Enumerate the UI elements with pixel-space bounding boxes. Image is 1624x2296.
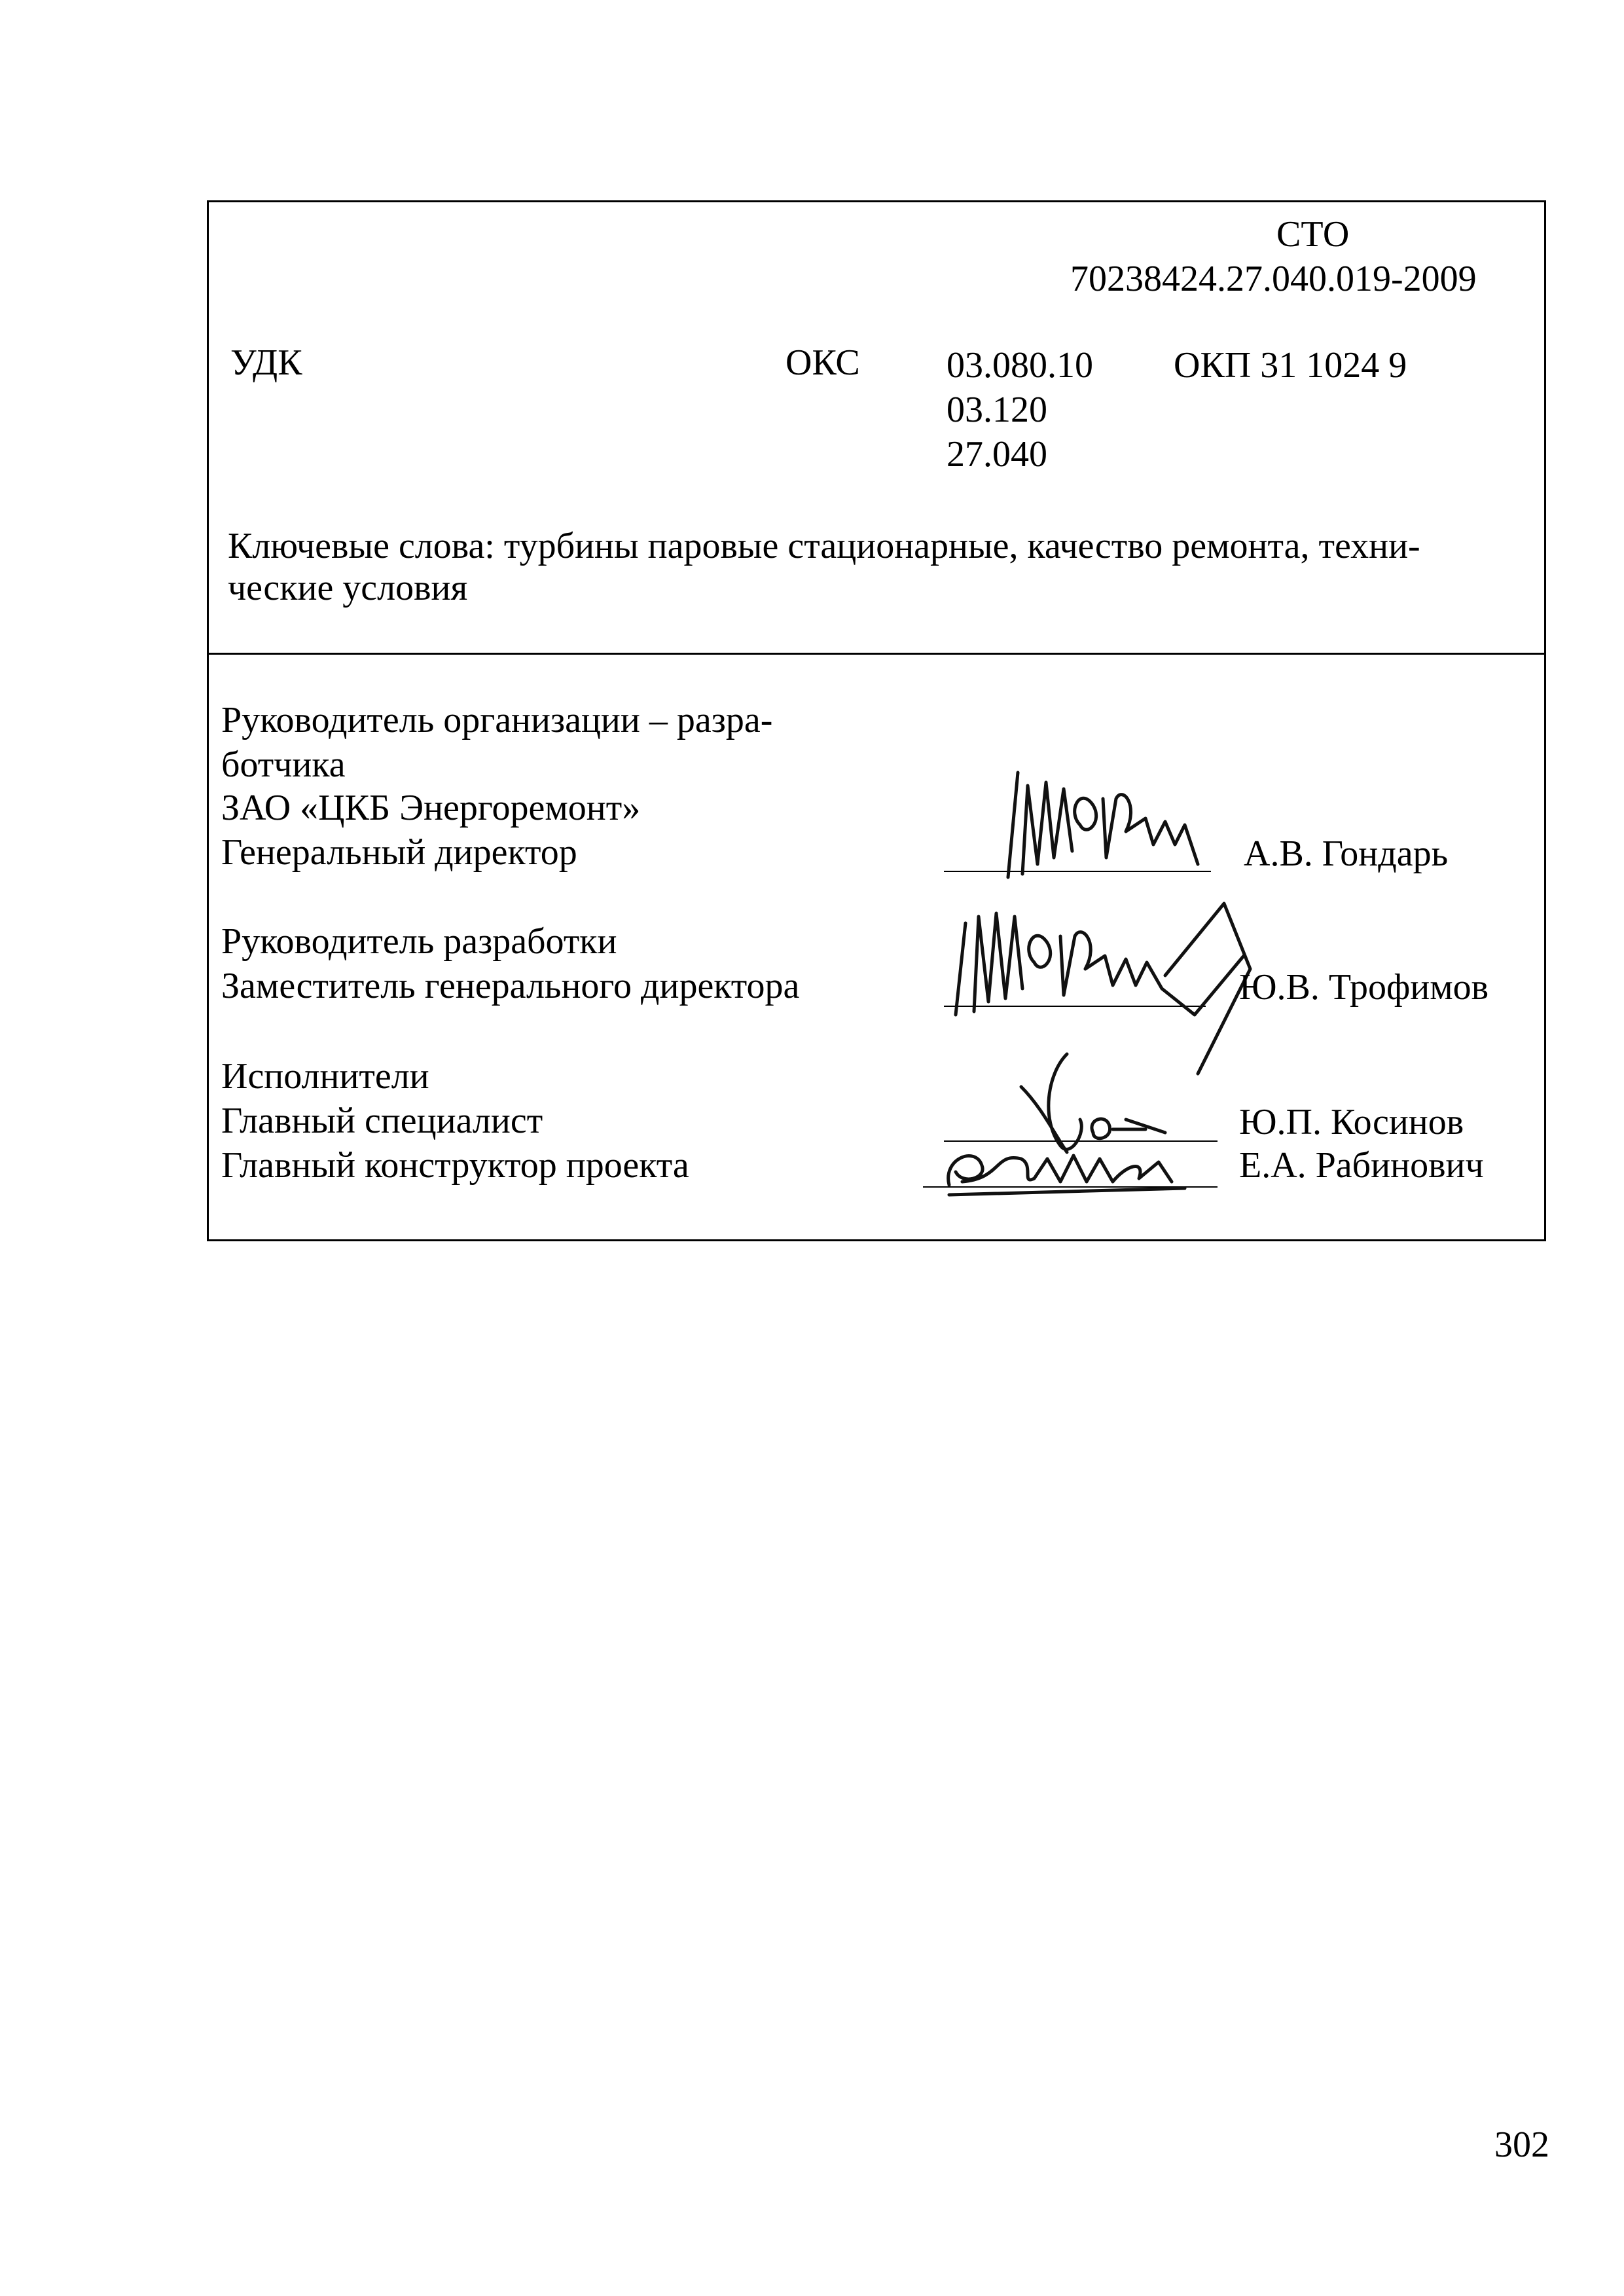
org-head-name: А.В. Гондарь: [1244, 833, 1449, 874]
dev-head-title: Руководитель разработки: [221, 921, 617, 962]
performer-title: Главный специалист: [221, 1101, 543, 1141]
org-head-position: Генеральный директор: [221, 832, 577, 873]
standard-code-number: 70238424.27.040.019-2009: [1070, 259, 1477, 299]
dev-head-position: Заместитель генерального директора: [221, 966, 800, 1006]
udk-label: УДК: [230, 342, 302, 383]
signature-gondar: [982, 759, 1231, 890]
okp-code: ОКП 31 1024 9: [1174, 345, 1407, 386]
page-number: 302: [1494, 2124, 1549, 2165]
dev-head-name: Ю.В. Трофимов: [1239, 967, 1489, 1008]
org-head-title: ботчика: [221, 744, 346, 785]
org-head-organization: ЗАО «ЦКБ Энергоремонт»: [221, 788, 641, 828]
standard-code-label: СТО: [1276, 214, 1350, 255]
oks-label: ОКС: [785, 342, 860, 383]
oks-code: 03.080.10: [947, 345, 1093, 386]
org-head-title: Руководитель организации – разра-: [221, 700, 773, 740]
performer-title: Главный конструктор проекта: [221, 1145, 689, 1186]
oks-code: 03.120: [947, 390, 1047, 430]
keywords-line: Ключевые слова: турбины паровые стационарные, качество ремонта, техни-: [228, 526, 1420, 566]
table-divider: [207, 653, 1546, 655]
performers-heading: Исполнители: [221, 1056, 429, 1097]
performer-name: Ю.П. Косинов: [1239, 1102, 1464, 1142]
signature-rabinovich: [936, 1133, 1237, 1205]
oks-code: 27.040: [947, 434, 1047, 475]
keywords-line: ческие условия: [228, 568, 468, 608]
performer-name: Е.А. Рабинович: [1239, 1145, 1484, 1186]
